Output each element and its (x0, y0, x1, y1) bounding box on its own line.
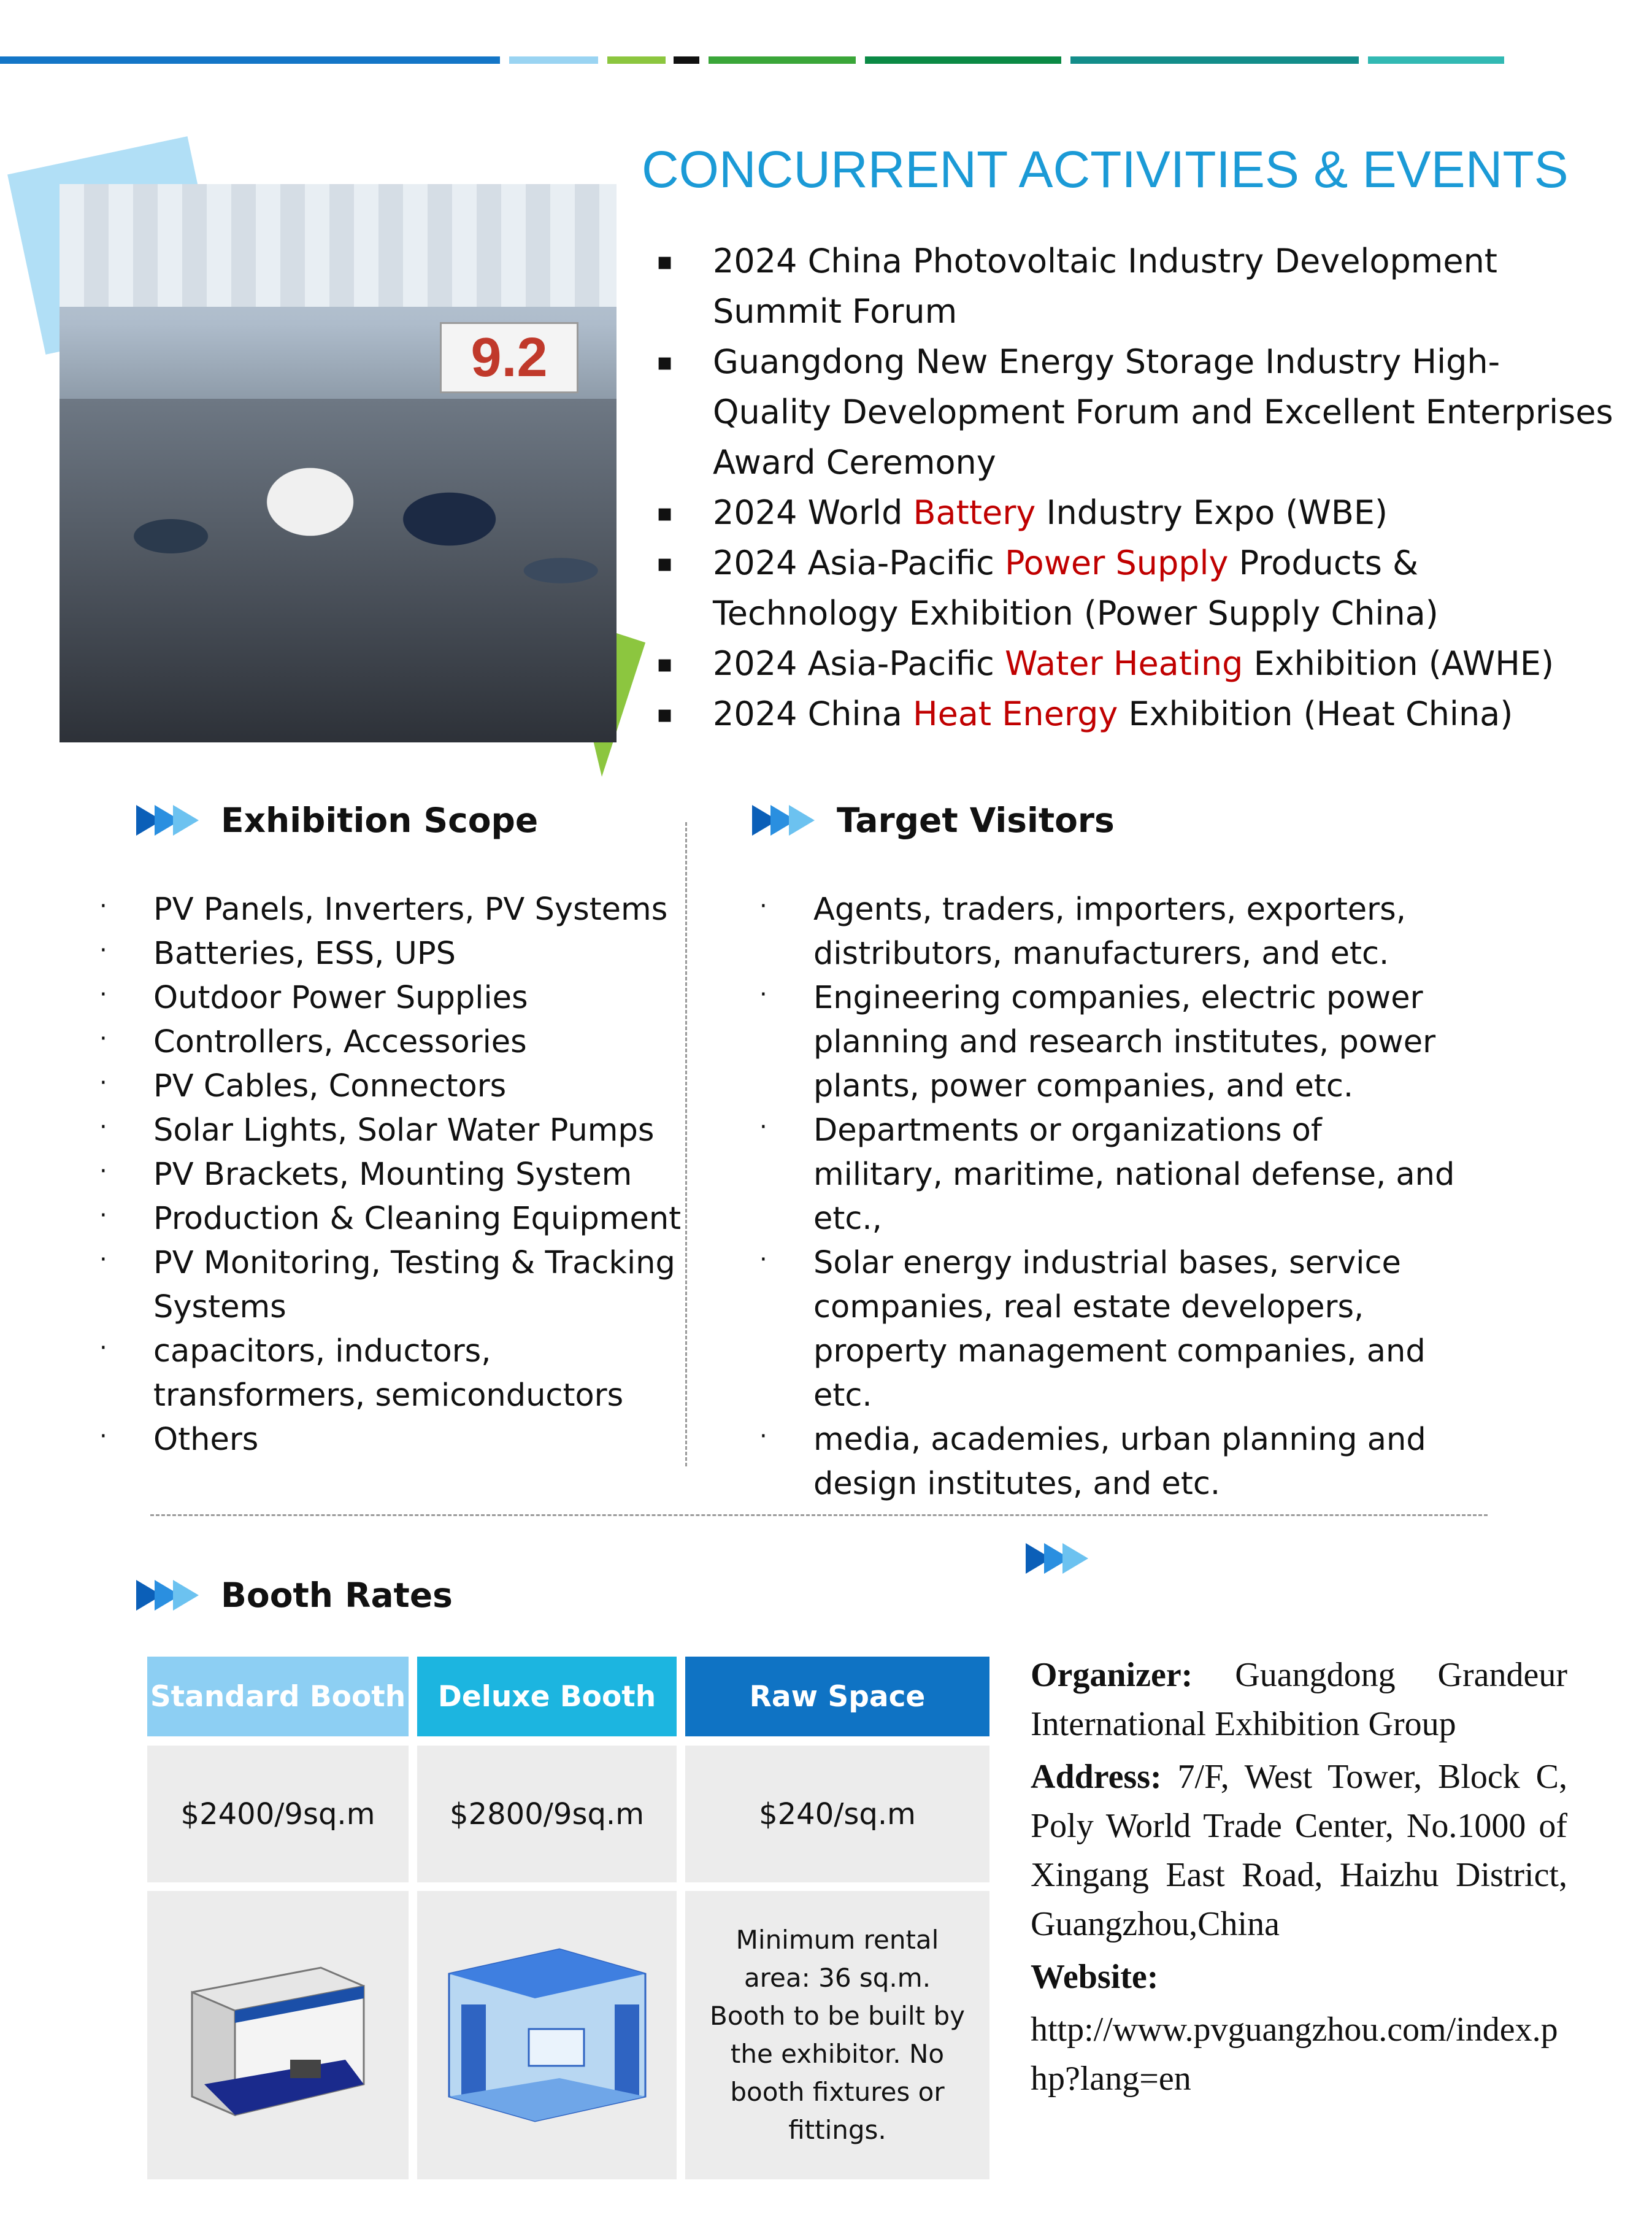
organizer-header (1026, 1543, 1110, 1574)
list-item: ▪ 2024 China Heat Energy Exhibition (Heat China) (656, 689, 1613, 739)
bar-segment (1070, 56, 1359, 64)
list-item: · Solar Lights, Solar Water Pumps (99, 1109, 682, 1153)
triple-arrow-icon (136, 805, 191, 836)
price-raw: $240/sq.m (685, 1746, 989, 1882)
square-bullet-icon: ▪ (656, 499, 674, 527)
target-visitors-header (752, 801, 1115, 840)
organizer-line: Organizer: Guangdong Grandeur International Exhibition Group (1031, 1656, 1567, 1743)
triple-arrow-icon (136, 1580, 191, 1611)
price-deluxe: $2800/9sq.m (417, 1746, 677, 1882)
address-line: Address: 7/F, West Tower, Block C, Poly World Trade Center, No.1000 of Xingang East Road, Haizhu District, Guangzhou,China (1031, 1758, 1567, 1943)
exhibition-scope-list (99, 888, 682, 1462)
list-item: · Departments or organizations of military, maritime, national defense, and etc., (759, 1109, 1459, 1241)
dot-bullet-icon: · (759, 1113, 767, 1141)
dot-bullet-icon: · (99, 1025, 107, 1053)
square-bullet-icon: ▪ (656, 650, 674, 678)
dot-bullet-icon: · (99, 1069, 107, 1097)
list-item: · PV Brackets, Mounting System (99, 1153, 682, 1197)
list-item: ▪ 2024 China Photovoltaic Industry Development Summit Forum (656, 236, 1613, 337)
bar-segment (1368, 56, 1504, 64)
highlight-text: Heat Energy (913, 695, 1118, 733)
hall-sign: 9.2 (440, 322, 578, 393)
highlight-text: Power Supply (1005, 544, 1229, 582)
highlight-text: Water Heating (1005, 644, 1243, 683)
photo-crowd (60, 399, 617, 742)
table-header-deluxe: Deluxe Booth (417, 1657, 677, 1736)
dot-bullet-icon: · (99, 1246, 107, 1274)
section-title: Target Visitors (837, 801, 1115, 840)
website-label: Website: (1031, 1958, 1159, 1996)
list-item: · Agents, traders, importers, exporters, distributors, manufacturers, and etc. (759, 888, 1459, 976)
dot-bullet-icon: · (99, 892, 107, 920)
list-item: · Outdoor Power Supplies (99, 976, 682, 1020)
website-link[interactable]: http://www.pvguangzhou.com/index.php?lang=en (1031, 2011, 1558, 2098)
list-item: · PV Cables, Connectors (99, 1065, 682, 1109)
bar-segment (865, 56, 1061, 64)
dot-bullet-icon: · (99, 1113, 107, 1141)
exhibition-scope-header (136, 801, 538, 840)
square-bullet-icon: ▪ (656, 549, 674, 577)
list-item: · Engineering companies, electric power planning and research institutes, power plants, power companies, and etc. (759, 976, 1459, 1109)
square-bullet-icon: ▪ (656, 247, 674, 275)
dot-bullet-icon: · (759, 980, 767, 1009)
organizer-info (1031, 1650, 1567, 2107)
list-item: · Others (99, 1418, 682, 1462)
dot-bullet-icon: · (99, 1157, 107, 1185)
dot-bullet-icon: · (99, 936, 107, 965)
column-divider (685, 822, 687, 1466)
bar-segment (0, 56, 500, 64)
section-title: Booth Rates (221, 1576, 453, 1615)
top-color-bar (0, 56, 1652, 64)
bar-segment (674, 56, 699, 64)
deluxe-booth-image (417, 1891, 677, 2179)
deluxe-booth-render (437, 1937, 658, 2133)
dot-bullet-icon: · (99, 1201, 107, 1230)
table-header-raw: Raw Space (685, 1657, 989, 1736)
list-item: · Batteries, ESS, UPS (99, 932, 682, 976)
list-item: ▪ 2024 Asia-Pacific Power Supply Products & Technology Exhibition (Power Supply China) (656, 538, 1613, 639)
list-item: · media, academies, urban planning and design institutes, and etc. (759, 1418, 1459, 1506)
price-standard: $2400/9sq.m (147, 1746, 409, 1882)
list-item: · Solar energy industrial bases, service companies, real estate developers, property management companies, and etc. (759, 1241, 1459, 1418)
section-divider (150, 1514, 1488, 1516)
list-item: ▪ 2024 Asia-Pacific Water Heating Exhibition (AWHE) (656, 639, 1613, 689)
bar-segment (709, 56, 856, 64)
standard-booth-image (147, 1891, 409, 2179)
dot-bullet-icon: · (99, 1334, 107, 1362)
triple-arrow-icon (1026, 1543, 1081, 1574)
square-bullet-icon: ▪ (656, 700, 674, 728)
standard-booth-diagram (167, 1943, 388, 2127)
dot-bullet-icon: · (759, 1246, 767, 1274)
bar-segment (509, 56, 598, 64)
booth-rates-header (136, 1576, 453, 1615)
list-item: · Production & Cleaning Equipment (99, 1197, 682, 1241)
activities-list (656, 236, 1613, 739)
list-item: · Controllers, Accessories (99, 1020, 682, 1065)
photo-ceiling (60, 184, 617, 307)
bar-segment (607, 56, 666, 64)
list-item: · PV Monitoring, Testing & Tracking Systems (99, 1241, 682, 1330)
dot-bullet-icon: · (759, 892, 767, 920)
list-item: · capacitors, inductors, transformers, semiconductors (99, 1330, 682, 1418)
list-item: · PV Panels, Inverters, PV Systems (99, 888, 682, 932)
dot-bullet-icon: · (759, 1422, 767, 1450)
section-title: Exhibition Scope (221, 801, 539, 840)
exhibition-crowd-photo (60, 184, 617, 742)
page-title: CONCURRENT ACTIVITIES & EVENTS (642, 141, 1569, 198)
target-visitors-list (759, 888, 1459, 1506)
list-item: ▪ 2024 World Battery Industry Expo (WBE) (656, 488, 1613, 538)
highlight-text: Battery (913, 493, 1036, 532)
table-header-standard: Standard Booth (147, 1657, 409, 1736)
square-bullet-icon: ▪ (656, 348, 674, 376)
list-item: ▪ Guangdong New Energy Storage Industry High-Quality Development Forum and Excellent Enterprises Award Ceremony (656, 337, 1613, 488)
dot-bullet-icon: · (99, 1422, 107, 1450)
dot-bullet-icon: · (99, 980, 107, 1009)
raw-space-note: Minimum rental area: 36 sq.m. Booth to be built by the exhibitor. No booth fixtures or fittings. (685, 1891, 989, 2179)
triple-arrow-icon (752, 805, 807, 836)
